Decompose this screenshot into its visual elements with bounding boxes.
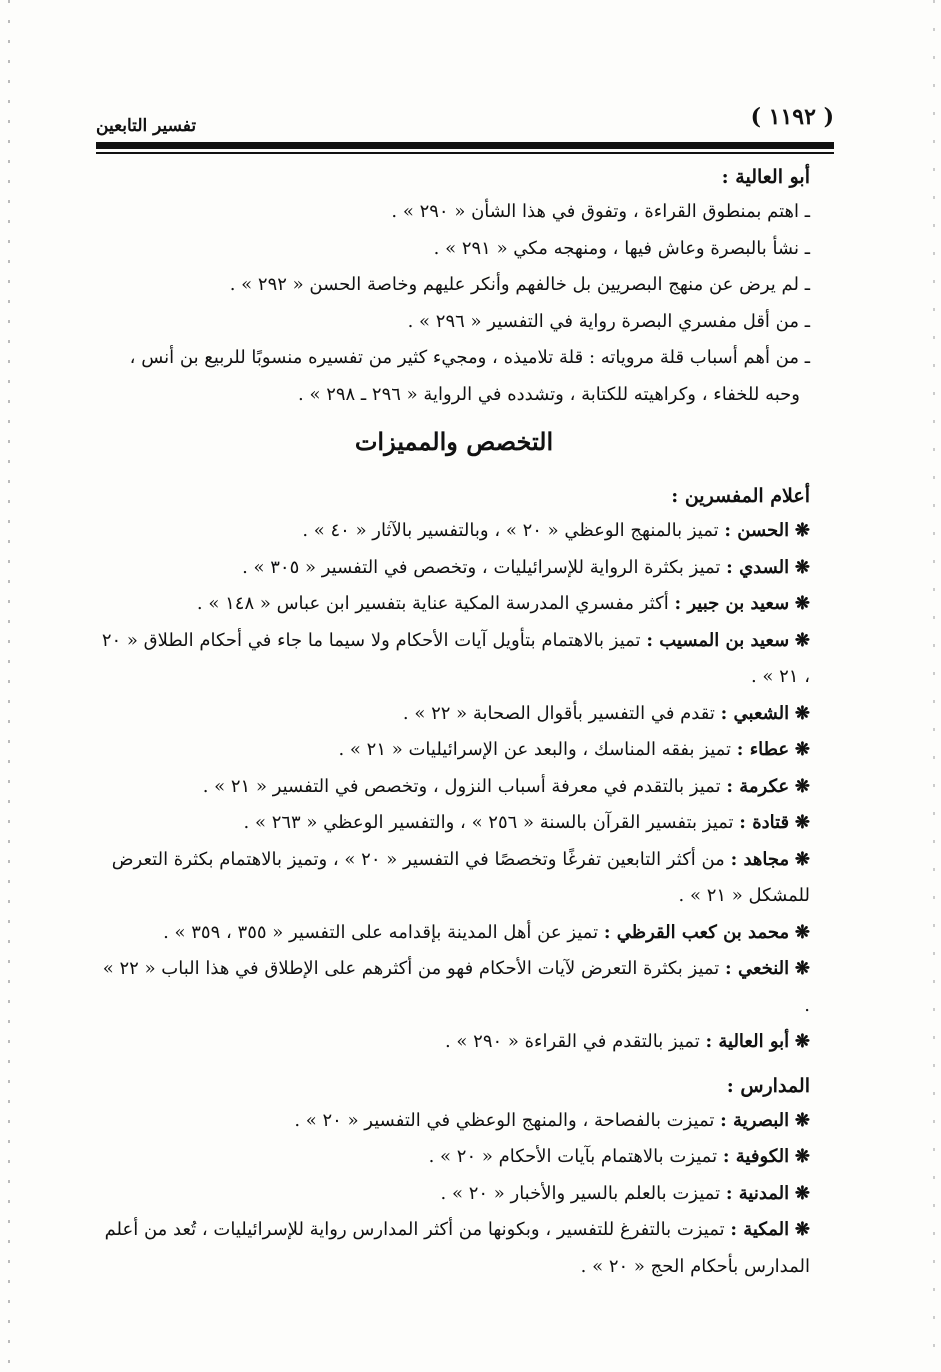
mufassir-text: تميز بالتقدم في معرفة أسباب النزول ، وتخصص في التفسير « ٢١ » . (202, 775, 721, 797)
madrasa-item (98, 1212, 810, 1285)
asterisk-icon: ❋ (794, 520, 810, 541)
madrasa-text: تميزت بالفصاحة ، والمنهج الوعظي في التفسير « ٢٠ » . (294, 1109, 715, 1131)
asterisk-icon: ❋ (794, 1219, 810, 1240)
madrasa-text: تميزت بالاهتمام بآيات الأحكام « ٢٠ » . (428, 1146, 718, 1167)
mufassir-item (98, 805, 810, 842)
mufassir-item (98, 842, 810, 915)
mufassir-name: سعيد بن المسيب : (646, 629, 790, 651)
mufassir-item (98, 696, 810, 733)
mufassir-text: من أكثر التابعين تفرغًا وتخصصًا في التفسير « ٢٠ » ، وتميز بالاهتمام بكثرة التعرض للمشكل « ٢١ » . (111, 848, 810, 906)
abu-aliya-item: ـ نشأ بالبصرة وعاش فيها ، ومنهجه مكي « ٢٩١ » . (433, 237, 810, 259)
header-rule-thin (96, 152, 834, 154)
mufassir-text: تميز بالتقدم في القراءة « ٢٩٠ » . (444, 1031, 700, 1052)
mufassir-name: قتادة : (739, 812, 790, 833)
madrasa-item (98, 1103, 810, 1140)
mufassir-name: عكرمة : (726, 775, 790, 797)
mufassir-name: السدي : (726, 556, 790, 578)
asterisk-icon: ❋ (794, 702, 810, 724)
mufassir-item (98, 732, 810, 769)
asterisk-icon: ❋ (794, 1182, 810, 1204)
mufassir-text: تميز بالاهتمام بتأويل آيات الأحكام ولا سيما ما جاء في أحكام الطلاق « ٢٠ ، ٢١ » . (101, 629, 810, 687)
asterisk-icon: ❋ (794, 958, 810, 979)
madrasa-item (98, 1176, 810, 1213)
asterisk-icon: ❋ (794, 1109, 810, 1131)
mufassirun-list (98, 513, 810, 1061)
page-body (98, 160, 810, 1285)
page-number: ( ١١٩٢ ) (750, 104, 834, 130)
asterisk-icon: ❋ (794, 556, 810, 578)
mufassir-name: النخعي : (725, 958, 790, 979)
mufassir-name: الشعبي : (720, 702, 790, 724)
mufassir-text: تميز بفقه المناسك ، والبعد عن الإسرائيليات « ٢١ » . (338, 739, 732, 760)
mufassir-text: تميز بكثرة الرواية للإسرائيليات ، وتخصص في التفسير « ٣٠٥ » . (242, 556, 721, 578)
section-title: التخصص والمميزات (354, 427, 554, 456)
madrasa-text: تميزت بالتفرغ للتفسير ، وبكونها من أكثر المدارس رواية للإسرائيليات ، تُعد من أعلم المدارس بأحكام الحج « ٢٠ » . (104, 1219, 810, 1277)
madrasa-name: الكوفية : (722, 1146, 790, 1167)
madrasa-name: البصرية : (720, 1109, 790, 1131)
mufassir-name: الحسن : (724, 520, 790, 541)
asterisk-icon: ❋ (794, 812, 810, 833)
mufassir-text: تميز بتفسير القرآن بالسنة « ٢٥٦ » ، والتفسير الوعظي « ٢٦٣ » . (243, 812, 734, 833)
running-header (96, 104, 834, 140)
mufassir-name: أبو العالية : (705, 1031, 790, 1052)
abu-aliya-heading: أبو العالية : (721, 166, 810, 188)
abu-aliya-list (98, 194, 810, 413)
abu-aliya-item: ـ اهتم بمنطوق القراءة ، وتفوق في هذا الشأن « ٢٩٠ » . (391, 201, 810, 222)
asterisk-icon: ❋ (794, 848, 810, 870)
mufassir-name: عطاء : (736, 739, 790, 760)
mufassir-item (98, 623, 810, 696)
mufassir-text: تميز بكثرة التعرض لآيات الأحكام فهو من أكثرهم على الإطلاق في هذا الباب « ٢٢ » . (102, 958, 810, 1016)
madrasa-text: تميزت بالعلم بالسير والأخبار « ٢٠ » . (440, 1182, 721, 1204)
header-rule-thick (96, 142, 834, 149)
mufassir-name: مجاهد : (730, 848, 790, 870)
asterisk-icon: ❋ (794, 629, 810, 651)
asterisk-icon: ❋ (794, 1146, 810, 1167)
book-title: تفسير التابعين (96, 116, 197, 136)
abu-aliya-item: ـ لم يرض عن منهج البصريين بل خالفهم وأنكر عليهم وخاصة الحسن « ٢٩٢ » . (229, 274, 810, 295)
mufassir-item (98, 550, 810, 587)
abu-aliya-item: ـ من أهم أسباب قلة مروياته : قلة تلاميذه ، ومجيء كثير من تفسيره منسوبًا للربيع بن أنس ، وحبه للخفاء ، وكراهيته للكتابة ، وتشدده في الرواية « ٢٩٦ ـ ٢٩٨ » . (129, 347, 810, 405)
asterisk-icon: ❋ (794, 1031, 810, 1052)
mufassirun-heading: أعلام المفسرين : (671, 485, 810, 507)
mufassir-name: محمد بن كعب القرظي : (603, 921, 790, 943)
mufassir-text: تميز عن أهل المدينة بإقدامه على التفسير « ٣٥٥ ، ٣٥٩ » . (163, 921, 599, 943)
mufassir-item (98, 769, 810, 806)
mufassir-item (98, 586, 810, 623)
asterisk-icon: ❋ (794, 775, 810, 797)
mufassir-text: تميز بالمنهج الوعظي « ٢٠ » ، وبالتفسير بالآثار « ٤٠ » . (302, 520, 719, 541)
mufassir-text: أكثر مفسري المدرسة المكية عناية بتفسير ابن عباس « ١٤٨ » . (196, 593, 669, 614)
mufassir-text: تقدم في التفسير بأقوال الصحابة « ٢٢ » . (402, 702, 715, 724)
asterisk-icon: ❋ (794, 593, 810, 614)
madaris-heading: المدارس : (726, 1074, 810, 1097)
madrasa-name: المكية : (730, 1219, 790, 1240)
asterisk-icon: ❋ (794, 739, 810, 760)
mufassir-item (98, 915, 810, 952)
madaris-list (98, 1103, 810, 1286)
mufassir-item (98, 513, 810, 550)
abu-aliya-item: ـ من أقل مفسري البصرة رواية في التفسير « ٢٩٦ » . (407, 310, 810, 332)
mufassir-item (98, 1024, 810, 1061)
madrasa-name: المدنية : (725, 1182, 790, 1204)
mufassir-item (98, 951, 810, 1024)
madrasa-item (98, 1139, 810, 1176)
mufassir-name: سعيد بن جبير : (674, 593, 790, 614)
asterisk-icon: ❋ (794, 921, 810, 943)
